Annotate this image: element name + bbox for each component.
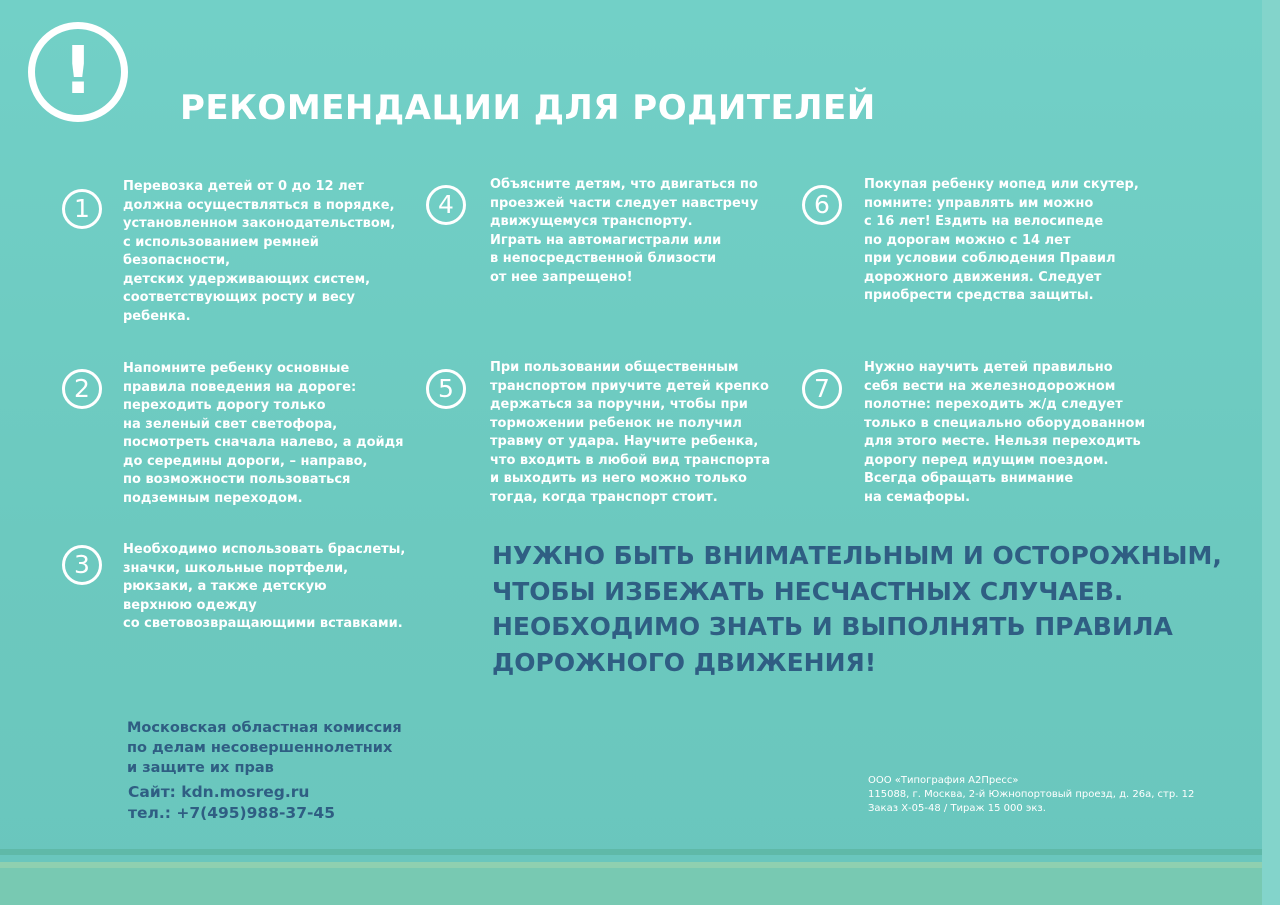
recommendation-text-2: Напомните ребенку основные правила поведения на дороге: переходить дорогу только на зеленый свет светофора, посмотреть сначала налево, а дойдя до середины дороги, – направо, по возможности пользоваться подземным переходом. — [123, 361, 404, 506]
number-badge-7: 7 — [802, 369, 842, 409]
page-edge — [1262, 0, 1280, 905]
number-badge-2: 2 — [62, 369, 102, 409]
number-badge-5: 5 — [426, 369, 466, 409]
recommendation-text-4: Объясните детям, что двигаться по проезжей части следует навстречу движущемуся транспорту. Играть на автомагистрали или в непосредственной близости от нее запрещено! — [490, 177, 759, 285]
page-title: РЕКОМЕНДАЦИИ ДЛЯ РОДИТЕЛЕЙ — [180, 88, 876, 128]
number-badge-4: 4 — [426, 185, 466, 225]
phone-number: тел.: +7(495)988-37-45 — [128, 804, 335, 822]
number-badge-1: 1 — [62, 189, 102, 229]
warning-message: НУЖНО БЫТЬ ВНИМАТЕЛЬНЫМ И ОСТОРОЖНЫМ, ЧТОБЫ ИЗБЕЖАТЬ НЕСЧАСТНЫХ СЛУЧАЕВ. НЕОБХОДИМО ЗНАТЬ И ВЫПОЛНЯТЬ ПРАВИЛА ДОРОЖНОГО ДВИЖЕНИЯ! — [492, 541, 1222, 677]
recommendation-text-1: Перевозка детей от 0 до 12 лет должна осуществляться в порядке, установленном законодательством, с использованием ремней безопасности, детских удерживающих систем, соответствующих росту и весу ребенка. — [123, 179, 396, 324]
recommendation-text-3: Необходимо использовать браслеты, значки, школьные портфели, рюкзаки, а также детскую верхнюю одежду со световозвращающими вставками. — [123, 542, 406, 631]
number-badge-3: 3 — [62, 545, 102, 585]
website-link[interactable]: Сайт: kdn.mosreg.ru — [128, 783, 310, 801]
organization-name: Московская областная комиссия по делам несовершеннолетних и защите их прав — [127, 720, 402, 776]
recommendation-text-5: При пользовании общественным транспортом приучите детей крепко держаться за поручни, чтобы при торможении ребенок не получил травму от удара. Научите ребенка, что входить в любой вид транспорта и выходить из него можно только тогда, когда транспорт стоит. — [490, 360, 771, 505]
recommendation-text-7: Нужно научить детей правильно себя вести на железнодорожном полотне: переходить ж/д следует только в специально оборудованном для этого месте. Нельзя переходить дорогу перед идущим поездом. Всегда обращать внимание на семафоры. — [864, 360, 1146, 505]
exclamation-icon: ! — [28, 22, 128, 122]
number-badge-6: 6 — [802, 185, 842, 225]
footer-band — [0, 868, 1280, 905]
recommendation-text-6: Покупая ребенку мопед или скутер, помните: управлять им можно с 16 лет! Ездить на велосипеде по дорогам можно с 14 лет при условии соблюдения Правил дорожного движения. Следует приобрести средства защиты. — [864, 177, 1139, 303]
printer-imprint: ООО «Типография А2Пресс» 115088, г. Москва, 2-й Южнопортовый проезд, д. 26а, стр. 12 Заказ Х-05-48 / Тираж 15 000 экз. — [868, 775, 1195, 814]
contact-block — [128, 782, 335, 824]
footer-stripe — [0, 849, 1280, 855]
